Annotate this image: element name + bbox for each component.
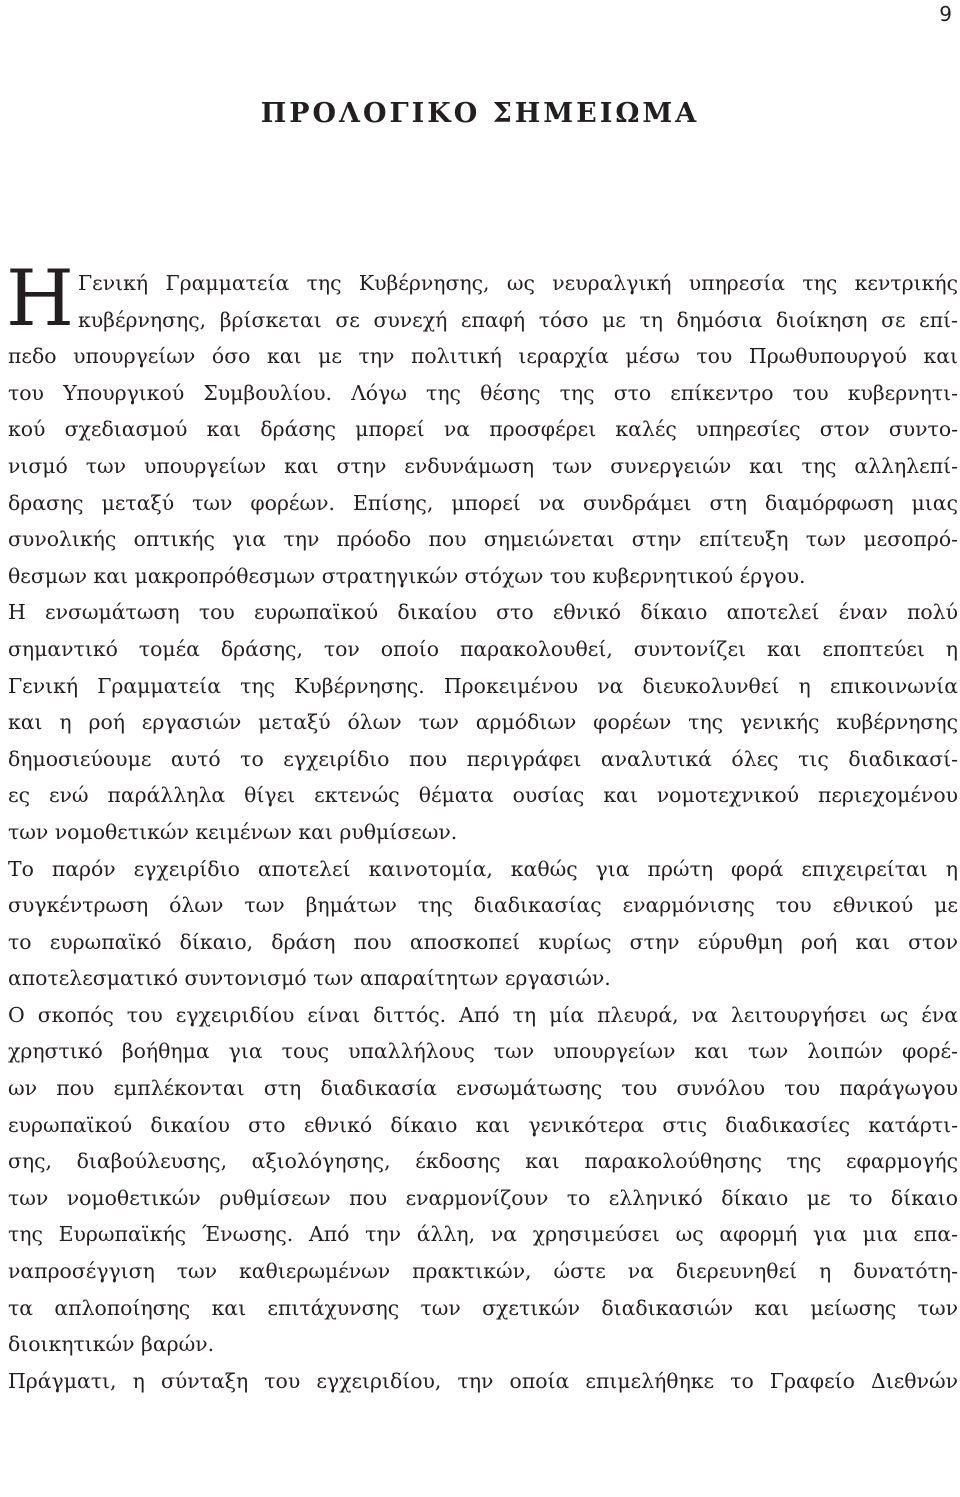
text-line: συγκέντρωση όλων των βημάτων της διαδικασίας εναρμόνισης του εθνικού με — [8, 893, 958, 918]
text-line: σης, διαβούλευσης, αξιολόγησης, έκδοσης και παρακολούθησης της εφαρμογής — [8, 1149, 958, 1174]
paragraph-5 — [8, 1363, 958, 1400]
paragraph-3 — [8, 851, 958, 997]
drop-cap: Η — [6, 254, 75, 344]
text-line: Γενική Γραμματεία της Κυβέρνησης. Προκειμένου να διευκολυνθεί η επικοινωνία — [8, 673, 958, 698]
text-line: κυβέρνησης, βρίσκεται σε συνεχή επαφή τόσο με τη δημόσια διοίκηση σε επί- — [78, 307, 958, 332]
paragraph-1 — [6, 254, 958, 594]
page-number: 9 — [939, 2, 952, 26]
paragraph-2 — [8, 594, 958, 850]
text-line: Ο σκοπός του εγχειριδίου είναι διττός. Από τη μία πλευρά, να λειτουργήσει ως ένα — [8, 1002, 958, 1027]
text-line: Πράγματι, η σύνταξη του εγχειριδίου, την οποία επιμελήθηκε το Γραφείο Διεθνών — [8, 1368, 958, 1393]
text-line: ων που εμπλέκονται στη διαδικασία ενσωμάτωσης του συνόλου του παράγωγου — [8, 1076, 958, 1101]
text-line: ναπροσέγγιση των καθιερωμένων πρακτικών, ώστε να διερευνηθεί η δυνατότη- — [8, 1259, 958, 1284]
text-line: δρασης μεταξύ των φορέων. Επίσης, μπορεί να συνδράμει στη διαμόρφωση μιας — [8, 490, 958, 515]
text-line: και η ροή εργασιών μεταξύ όλων των αρμόδιων φορέων της γενικής κυβέρνησης — [8, 710, 958, 735]
text-line: τα απλοποίησης και επιτάχυνσης των σχετικών διαδικασιών και μείωσης των — [8, 1295, 958, 1320]
text-line: ευρωπαϊκού δικαίου στο εθνικό δίκαιο και γενικότερα στις διαδικασίες κατάρτι- — [8, 1112, 958, 1137]
text-line: κού σχεδιασμού και δράσης μπορεί να προσφέρει καλές υπηρεσίες στον συντο- — [8, 417, 958, 442]
text-line: Γενική Γραμματεία της Κυβέρνησης, ως νευραλγική υπηρεσία της κεντρικής — [78, 271, 958, 295]
text-line: του Υπουργικού Συμβουλίου. Λόγω της θέσης της στο επίκεντρο του κυβερνητι- — [8, 380, 958, 405]
text-line: Το παρόν εγχειρίδιο αποτελεί καινοτομία, καθώς για πρώτη φορά επιχειρείται η — [8, 856, 958, 881]
text-line: θεσμων και μακροπρόθεσμων στρατηγικών στόχων του κυβερνητικού έργου. — [8, 563, 806, 588]
text-line: των νομοθετικών ρυθμίσεων που εναρμονίζουν το ελληνικό δίκαιο με το δίκαιο — [8, 1185, 958, 1210]
text-line: νισμό των υπουργείων και στην ενδυνάμωση των συνεργειών και της αλληλεπί- — [8, 453, 958, 478]
body-text — [6, 254, 958, 1399]
text-line: διοικητικών βαρών. — [8, 1332, 215, 1357]
paragraph-4 — [8, 997, 958, 1363]
text-line: αποτελεσματικό συντονισμό των απαραίτητων εργασιών. — [8, 966, 611, 991]
text-line: της Ευρωπαϊκής Ένωσης. Από την άλλη, να χρησιμεύσει ως αφορμή για μια επα- — [8, 1222, 958, 1247]
text-line: συνολικής οπτικής για την πρόοδο που σημειώνεται στην επίτευξη των μεσοπρό- — [8, 527, 958, 552]
text-line: το ευρωπαϊκό δίκαιο, δράση που αποσκοπεί κυρίως στην εύρυθμη ροή και στον — [8, 929, 958, 954]
text-line: των νομοθετικών κειμένων και ρυθμίσεων. — [8, 819, 458, 844]
text-line: ες ενώ παράλληλα θίγει εκτενώς θέματα ουσίας και νομοτεχνικού περιεχομένου — [8, 783, 958, 808]
text-line: χρηστικό βοήθημα για τους υπαλλήλους των υπουργείων και των λοιπών φορέ- — [8, 1039, 958, 1064]
text-line: σημαντικό τομέα δράσης, τον οποίο παρακολουθεί, συντονίζει και εποπτεύει η — [8, 636, 958, 661]
text-line: Η ενσωμάτωση του ευρωπαϊκού δικαίου στο εθνικό δίκαιο αποτελεί έναν πολύ — [8, 600, 958, 625]
text-line: δημοσιεύουμε αυτό το εγχειρίδιο που περιγράφει αναλυτικά όλες τις διαδικασί- — [8, 746, 958, 771]
page-title: ΠΡΟΛΟΓΙΚΟ ΣΗΜΕΙΩΜΑ — [260, 98, 700, 129]
text-line: πεδο υπουργείων όσο και με την πολιτική ιεραρχία μέσω του Πρωθυπουργού και — [8, 344, 958, 369]
